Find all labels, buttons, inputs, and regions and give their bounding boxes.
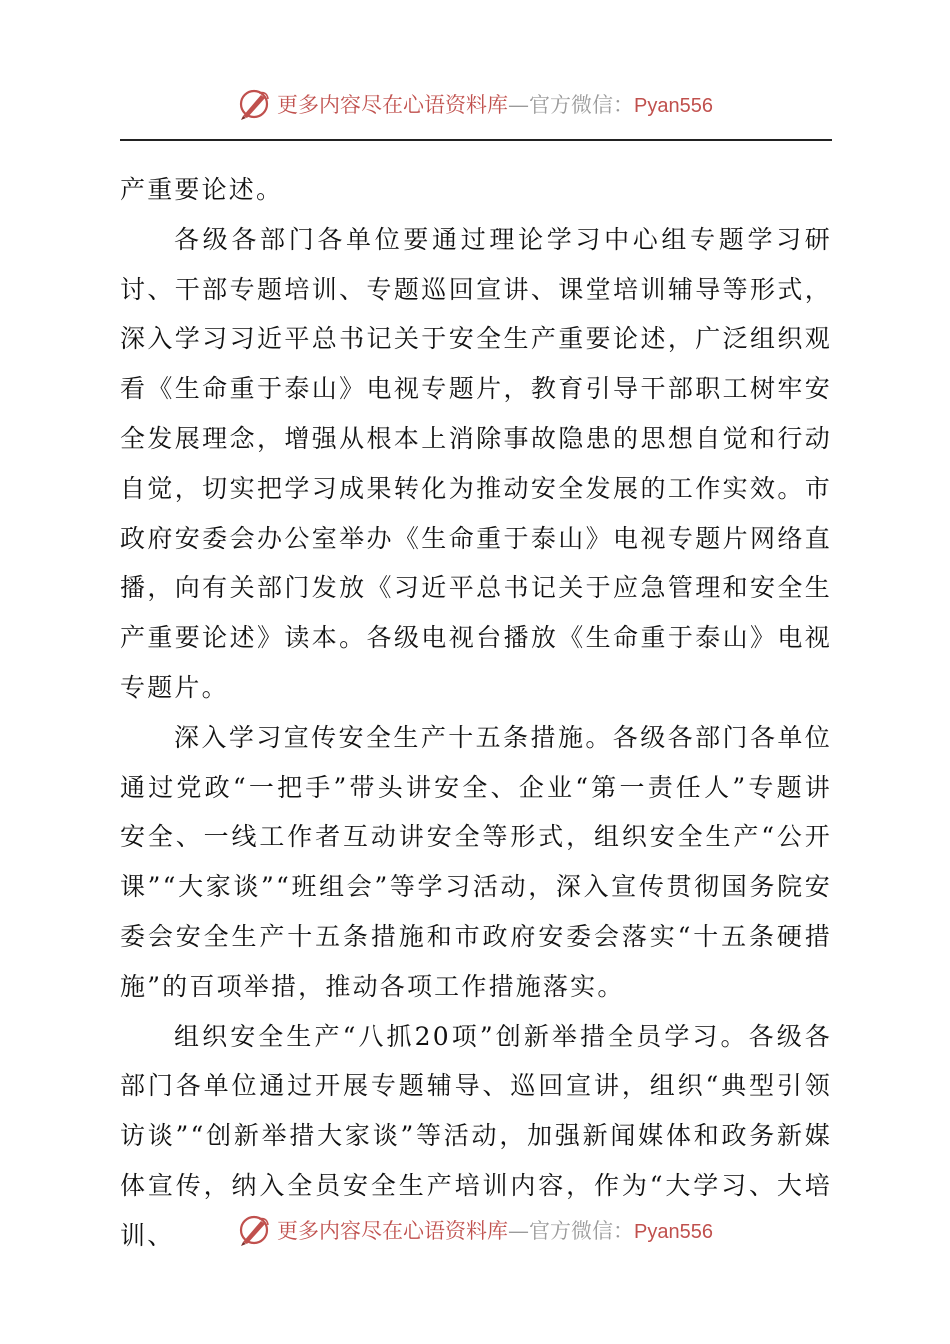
- footer-dash: —: [508, 1219, 530, 1243]
- footer-contact-id: Pyan556: [634, 1221, 713, 1243]
- pen-logo-icon: [237, 87, 271, 121]
- footer-contact-label: 官方微信：: [529, 1219, 635, 1243]
- header-divider: [120, 139, 832, 141]
- paragraph-1: 产重要论述。: [120, 175, 284, 204]
- footer-banner: [0, 1210, 950, 1250]
- paragraph-4: 组织安全生产“八抓20项”创新举措全员学习。各级各部门各单位通过开展专题辅导、巡回宣讲，组织“典型引领访谈”“创新举措大家谈”等活动，加强新闻媒体和政务新媒体宣传，纳入全员安全生产培训内容，作为“大学习、大培训、: [120, 1021, 832, 1250]
- footer-banner-text: [277, 1215, 713, 1245]
- header-banner-text: [277, 89, 713, 119]
- header-brand-text: 更多内容尽在心语资料库: [277, 93, 509, 117]
- header-contact-id: Pyan556: [634, 95, 713, 117]
- document-body: [120, 165, 832, 1261]
- pen-logo-icon: [237, 1213, 271, 1247]
- footer-brand-text: 更多内容尽在心语资料库: [277, 1219, 509, 1243]
- header-banner: [0, 84, 950, 124]
- header-contact-label: 官方微信：: [529, 93, 635, 117]
- paragraph-2: 各级各部门各单位要通过理论学习中心组专题学习研讨、干部专题培训、专题巡回宣讲、课堂培训辅导等形式，深入学习习近平总书记关于安全生产重要论述，广泛组织观看《生命重于泰山》电视专题片，教育引导干部职工树牢安全发展理念，增强从根本上消除事故隐患的思想自觉和行动自觉，切实把学习成果转化为推动安全发展的工作实效。市政府安委会办公室举办《生命重于泰山》电视专题片网络直播，向有关部门发放《习近平总书记关于应急管理和安全生产重要论述》读本。各级电视台播放《生命重于泰山》电视专题片。: [120, 224, 832, 702]
- paragraph-3: 深入学习宣传安全生产十五条措施。各级各部门各单位通过党政“一把手”带头讲安全、企业“第一责任人”专题讲安全、一线工作者互动讲安全等形式，组织安全生产“公开课”“大家谈”“班组会”等学习活动，深入宣传贯彻国务院安委会安全生产十五条措施和市政府安委会落实“十五条硬措施”的百项举措，推动各项工作措施落实。: [120, 722, 832, 1001]
- header-dash: —: [508, 93, 530, 117]
